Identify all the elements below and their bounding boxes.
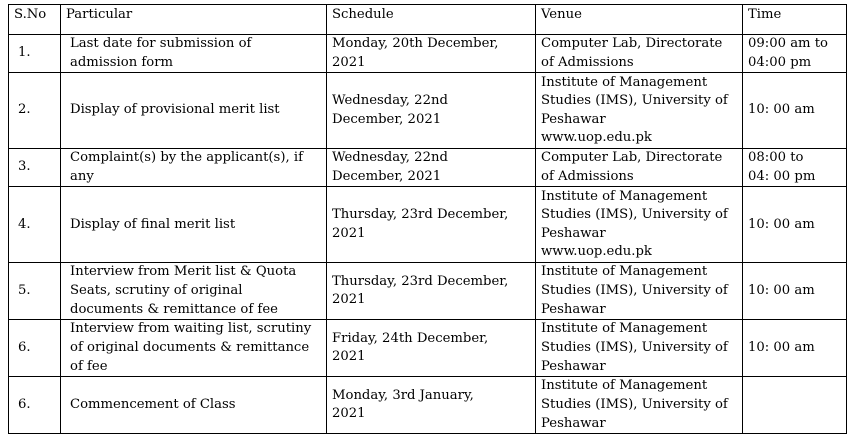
cell-sno-line: 5. [18, 283, 31, 299]
cell-venue-line: Computer Lab, Directorate [541, 36, 723, 51]
cell-venue [536, 377, 743, 434]
cell-schedule [327, 187, 536, 263]
cell-schedule [327, 263, 536, 320]
cell-venue-line: Peshawar [541, 111, 606, 127]
cell-venue-line: www.uop.edu.pk [541, 130, 652, 146]
cell-venue-line: Institute of Management [541, 74, 708, 90]
cell-particular-line: Seats, scrutiny of original [70, 283, 243, 299]
cell-venue-line: Peshawar [541, 225, 606, 241]
cell-time-line: 10: 00 am [748, 102, 815, 118]
cell-schedule-line: 2021 [332, 54, 366, 70]
header-particular: Particular [61, 5, 327, 35]
cell-venue-line: of Admissions [541, 54, 634, 70]
table-row [9, 73, 847, 149]
cell-time-line: 10: 00 am [748, 216, 815, 232]
cell-sno [9, 73, 61, 149]
cell-time-line: 10: 00 am [748, 340, 815, 356]
cell-time-line: 08:00 to [748, 150, 804, 166]
cell-venue-line: Peshawar [541, 358, 606, 374]
header-time: Time [743, 5, 847, 35]
table-row [9, 35, 847, 73]
cell-sno-line: 1. [18, 45, 31, 61]
cell-time [743, 377, 847, 434]
cell-schedule [327, 320, 536, 377]
cell-venue [536, 320, 743, 377]
cell-schedule-line: Wednesday, 22nd [332, 150, 448, 166]
cell-particular [61, 377, 327, 434]
cell-schedule-line: Friday, 24th December, [332, 330, 489, 346]
cell-time [743, 73, 847, 149]
cell-time-line: 10: 00 am [748, 283, 815, 299]
cell-venue [536, 149, 743, 187]
table-row [9, 377, 847, 434]
cell-schedule [327, 35, 536, 73]
cell-particular [61, 187, 327, 263]
cell-particular-line: Interview from waiting list, scrutiny [70, 321, 312, 337]
cell-schedule-line: 2021 [332, 225, 366, 241]
cell-sno [9, 35, 61, 73]
cell-schedule-line: 2021 [332, 292, 366, 308]
table-row [9, 149, 847, 187]
cell-time [743, 320, 847, 377]
cell-venue-line: Institute of Management [541, 264, 708, 280]
cell-particular-line: Display of final merit list [70, 216, 236, 232]
cell-schedule-line: Wednesday, 22nd [332, 93, 448, 109]
cell-particular [61, 149, 327, 187]
cell-venue [536, 187, 743, 263]
cell-venue-line: Institute of Management [541, 378, 708, 394]
cell-sno [9, 320, 61, 377]
cell-schedule-line: 2021 [332, 406, 366, 422]
cell-particular-line: Interview from Merit list & Quota [70, 264, 297, 280]
cell-venue [536, 73, 743, 149]
cell-time [743, 149, 847, 187]
header-venue: Venue [536, 5, 743, 35]
cell-time-line: 04: 00 pm [748, 168, 816, 184]
cell-time [743, 187, 847, 263]
cell-particular-line: any [70, 168, 94, 184]
cell-sno-line: 3. [18, 159, 31, 175]
cell-particular-line: of fee [70, 358, 108, 374]
cell-venue-line: Studies (IMS), University of [541, 340, 728, 356]
cell-particular-line: Display of provisional merit list [70, 102, 280, 118]
cell-particular-line: admission form [70, 54, 174, 70]
cell-venue-line: Studies (IMS), University of [541, 93, 728, 109]
cell-particular-line: documents & remittance of fee [70, 301, 278, 317]
cell-venue-line: www.uop.edu.pk [541, 244, 652, 260]
cell-schedule [327, 73, 536, 149]
admission-schedule-table [8, 4, 847, 434]
table-row [9, 263, 847, 320]
cell-schedule-line: Thursday, 23rd December, [332, 273, 509, 289]
cell-sno [9, 187, 61, 263]
cell-particular [61, 263, 327, 320]
cell-sno-line: 4. [18, 216, 31, 232]
cell-schedule-line: Monday, 20th December, [332, 36, 499, 51]
cell-particular-line: Complaint(s) by the applicant(s), if [70, 150, 303, 166]
header-schedule: Schedule [327, 5, 536, 35]
cell-sno [9, 149, 61, 187]
cell-venue-line: Institute of Management [541, 321, 708, 337]
cell-sno [9, 377, 61, 434]
cell-venue-line: Peshawar [541, 415, 606, 431]
cell-time [743, 263, 847, 320]
cell-time-line: 04:00 pm [748, 54, 812, 70]
cell-venue-line: Studies (IMS), University of [541, 283, 728, 299]
cell-particular-line: of original documents & remittance [70, 340, 310, 356]
header-sno: S.No [9, 5, 61, 35]
cell-particular [61, 320, 327, 377]
cell-venue [536, 35, 743, 73]
cell-venue [536, 263, 743, 320]
cell-sno [9, 263, 61, 320]
cell-schedule-line: Thursday, 23rd December, [332, 207, 509, 223]
cell-particular [61, 35, 327, 73]
cell-venue-line: Computer Lab, Directorate [541, 150, 723, 166]
table-row [9, 320, 847, 377]
cell-sno-line: 6. [18, 340, 31, 356]
cell-particular-line: Last date for submission of [70, 36, 252, 51]
cell-venue-line: Peshawar [541, 301, 606, 317]
cell-schedule-line: 2021 [332, 349, 366, 365]
cell-schedule [327, 149, 536, 187]
header-row [9, 5, 847, 35]
cell-time [743, 35, 847, 73]
cell-schedule-line: December, 2021 [332, 168, 442, 184]
cell-time-line: 09:00 am to [748, 36, 828, 51]
cell-sno-line: 6. [18, 397, 31, 413]
cell-schedule-line: December, 2021 [332, 111, 442, 127]
cell-sno-line: 2. [18, 102, 31, 118]
cell-schedule [327, 377, 536, 434]
cell-venue-line: Institute of Management [541, 188, 708, 204]
cell-venue-line: Studies (IMS), University of [541, 207, 728, 223]
cell-particular [61, 73, 327, 149]
table-row [9, 187, 847, 263]
cell-venue-line: of Admissions [541, 168, 634, 184]
cell-venue-line: Studies (IMS), University of [541, 397, 728, 413]
cell-schedule-line: Monday, 3rd January, [332, 387, 474, 403]
cell-particular-line: Commencement of Class [70, 397, 236, 413]
